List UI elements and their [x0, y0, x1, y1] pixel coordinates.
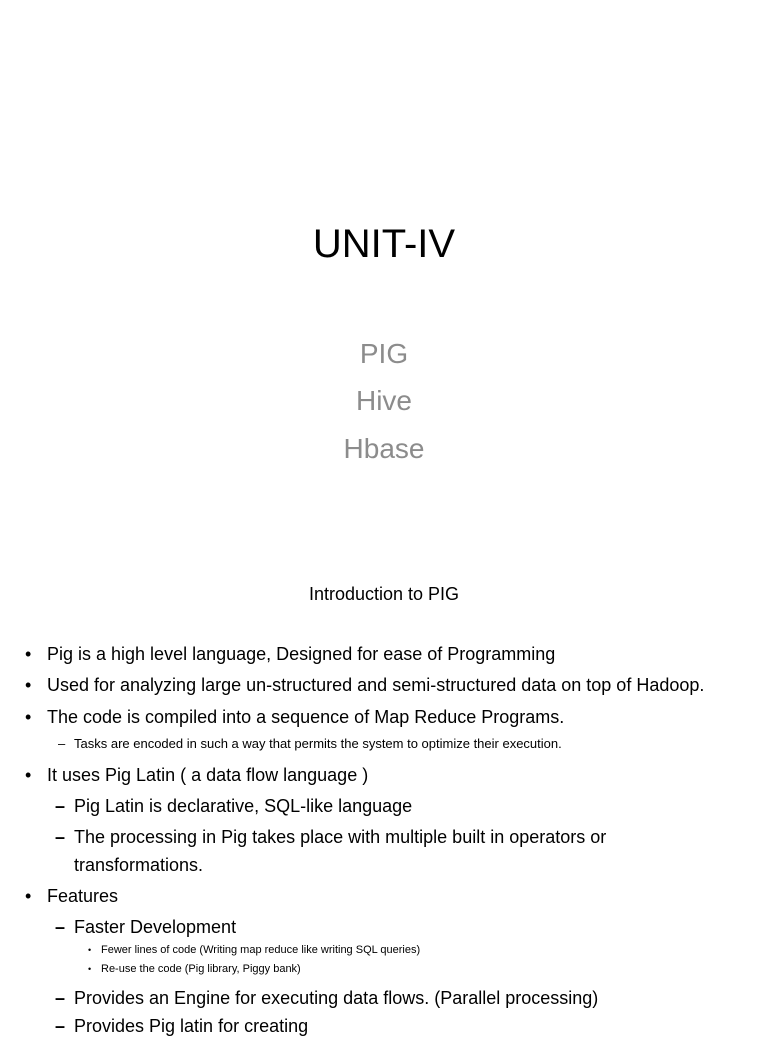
bullet-icon: • [88, 945, 92, 955]
bullet-text: Tasks are encoded in such a way that permits the system to optimize their execution. [74, 736, 562, 751]
subtitle-hive: Hive [355, 385, 412, 416]
bullet-text-continuation: transformations. [74, 855, 204, 875]
subtitle-pig: PIG [359, 338, 409, 369]
dash-icon: – [55, 796, 66, 816]
subtitle-hbase: Hbase [343, 433, 425, 464]
list-item [55, 984, 599, 1012]
list-item [25, 672, 705, 698]
bullet-text: Provides an Engine for executing data flows. (Parallel processing) [74, 988, 599, 1008]
dash-icon: – [55, 917, 66, 937]
bullet-text: Faster Development [74, 917, 237, 937]
list-item [88, 942, 421, 958]
bullet-text: Pig Latin is declarative, SQL-like language [74, 796, 413, 816]
list-item [58, 735, 562, 753]
bullet-text: Fewer lines of code (Writing map reduce like writing SQL queries) [101, 944, 421, 956]
bullet-icon: • [25, 765, 32, 785]
dash-icon: – [55, 1016, 66, 1036]
list-item [25, 641, 556, 667]
dash-icon: – [58, 736, 66, 751]
bullet-text: The code is compiled into a sequence of Map Reduce Programs. [47, 707, 565, 727]
bullet-icon: • [25, 644, 32, 664]
bullet-icon: • [25, 707, 32, 727]
bullet-text: Pig is a high level language, Designed for ease of Programming [47, 644, 556, 664]
bullet-icon: • [88, 964, 92, 974]
bullet-text: The processing in Pig takes place with multiple built in operators or [74, 827, 607, 847]
list-item [55, 792, 413, 820]
intro-title: Introduction to PIG [308, 584, 460, 604]
list-item [25, 704, 565, 730]
bullet-icon: • [25, 675, 32, 695]
slide-title: UNIT-IV [312, 222, 456, 266]
list-item [55, 1012, 309, 1040]
list-item [55, 823, 607, 851]
list-item [25, 883, 119, 909]
bullet-text: It uses Pig Latin ( a data flow language ) [47, 765, 369, 785]
dash-icon: – [55, 827, 66, 847]
bullet-text: Re-use the code (Pig library, Piggy bank) [101, 963, 301, 975]
dash-icon: – [55, 988, 66, 1008]
list-item [55, 913, 237, 941]
bullet-icon: • [25, 886, 32, 906]
list-item [25, 762, 369, 788]
bullet-text: Provides Pig latin for creating [74, 1016, 309, 1036]
list-item [88, 961, 301, 977]
bullet-text: Used for analyzing large un-structured and semi-structured data on top of Hadoop. [47, 675, 705, 695]
bullet-text: Features [47, 886, 119, 906]
